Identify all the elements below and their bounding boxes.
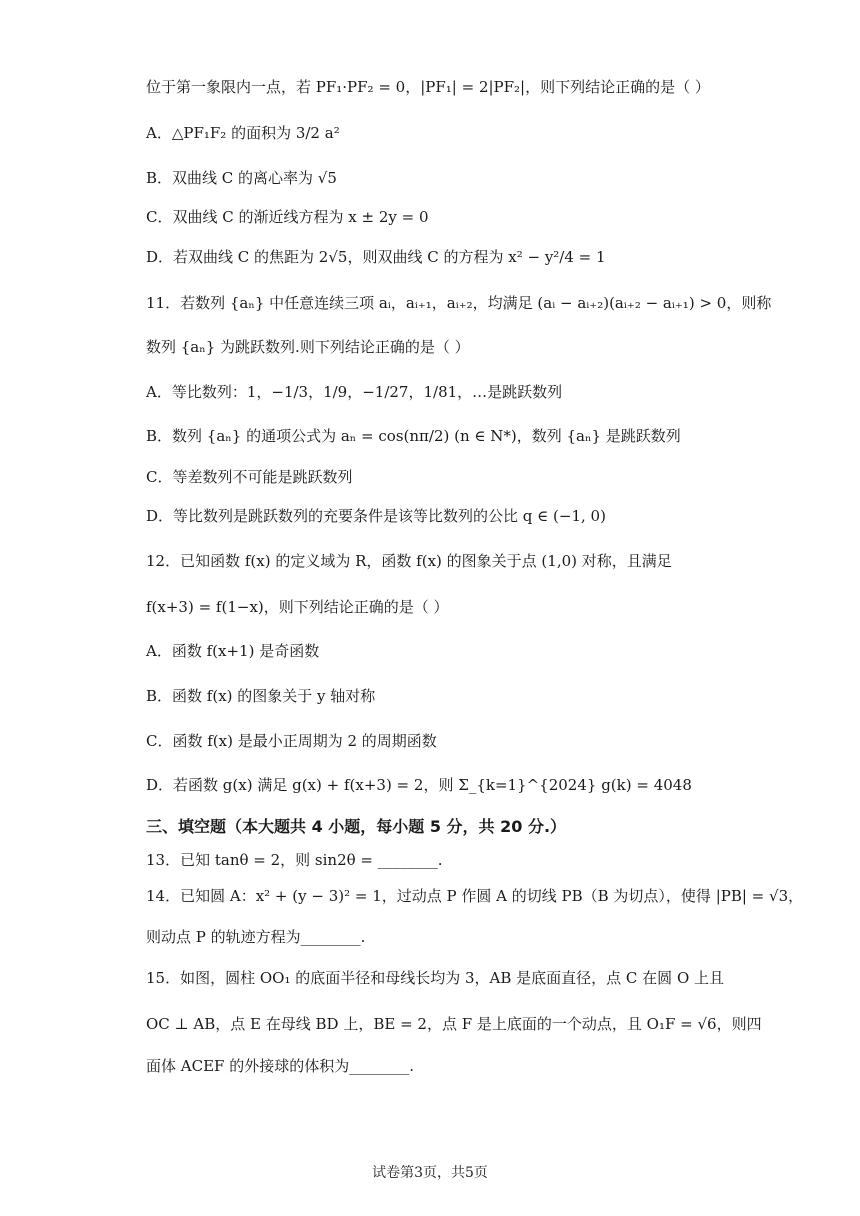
q11-option-a: A．等比数列：1，−1/3，1/9，−1/27，1/81，…是跳跃数列 <box>146 383 563 401</box>
q11-option-b: B．数列 {aₙ} 的通项公式为 aₙ = cos(nπ/2) (n ∈ N*)，数列 {aₙ} 是跳跃数列 <box>146 427 681 445</box>
q11-option-d: D．等比数列是跳跃数列的充要条件是该等比数列的公比 q ∈ (−1, 0) <box>146 507 606 525</box>
q12-stem-2: f(x+3) = f(1−x)，则下列结论正确的是（ ） <box>146 598 449 616</box>
section-heading-fill-in: 三、填空题（本大题共 4 小题，每小题 5 分，共 20 分.） <box>146 817 567 836</box>
q14: 14．已知圆 A：x² + (y − 3)² = 1，过动点 P 作圆 A 的切线 PB（B 为切点），使得 |PB| = √3， <box>146 887 804 905</box>
q15: 15．如图，圆柱 OO₁ 的底面半径和母线长均为 3，AB 是底面直径，点 C 在圆 O 上且 <box>146 969 725 987</box>
q14-2: 则动点 P 的轨迹方程为________. <box>146 928 366 946</box>
q12-option-c: C．函数 f(x) 是最小正周期为 2 的周期函数 <box>146 732 437 750</box>
q10-option-a: A．△PF₁F₂ 的面积为 3/2 a² <box>146 124 340 142</box>
page-footer: 试卷第3页，共5页 <box>372 1165 488 1181</box>
q11-stem: 11．若数列 {aₙ} 中任意连续三项 aᵢ，aᵢ₊₁，aᵢ₊₂，均满足 (aᵢ − aᵢ₊₂)(aᵢ₊₂ − aᵢ₊₁) > 0，则称 <box>146 294 772 312</box>
q12-option-b: B．函数 f(x) 的图象关于 y 轴对称 <box>146 687 376 705</box>
q15-3: 面体 ACEF 的外接球的体积为________. <box>146 1057 414 1075</box>
q11-option-c: C．等差数列不可能是跳跃数列 <box>146 468 353 486</box>
q12-option-d: D．若函数 g(x) 满足 g(x) + f(x+3) = 2，则 Σ_{k=1}^{2024} g(k) = 4048 <box>146 776 692 794</box>
q10-option-c: C．双曲线 C 的渐近线方程为 x ± 2y = 0 <box>146 208 429 226</box>
q13: 13．已知 tanθ = 2，则 sin2θ = ________. <box>146 851 443 869</box>
q11-stem-2: 数列 {aₙ} 为跳跃数列.则下列结论正确的是（ ） <box>146 338 470 356</box>
q12-option-a: A．函数 f(x+1) 是奇函数 <box>146 642 320 660</box>
q10-option-b: B．双曲线 C 的离心率为 √5 <box>146 169 337 187</box>
q10-option-d: D．若双曲线 C 的焦距为 2√5，则双曲线 C 的方程为 x² − y²/4 = 1 <box>146 248 606 266</box>
q15-2: OC ⊥ AB，点 E 在母线 BD 上，BE = 2，点 F 是上底面的一个动点，且 O₁F = √6，则四 <box>146 1015 762 1033</box>
q10-stem-continued: 位于第一象限内一点，若 PF₁·PF₂ = 0，|PF₁| = 2|PF₂|，则下列结论正确的是（ ） <box>146 78 710 96</box>
q12-stem: 12．已知函数 f(x) 的定义域为 R，函数 f(x) 的图象关于点 (1,0) 对称，且满足 <box>146 552 672 570</box>
